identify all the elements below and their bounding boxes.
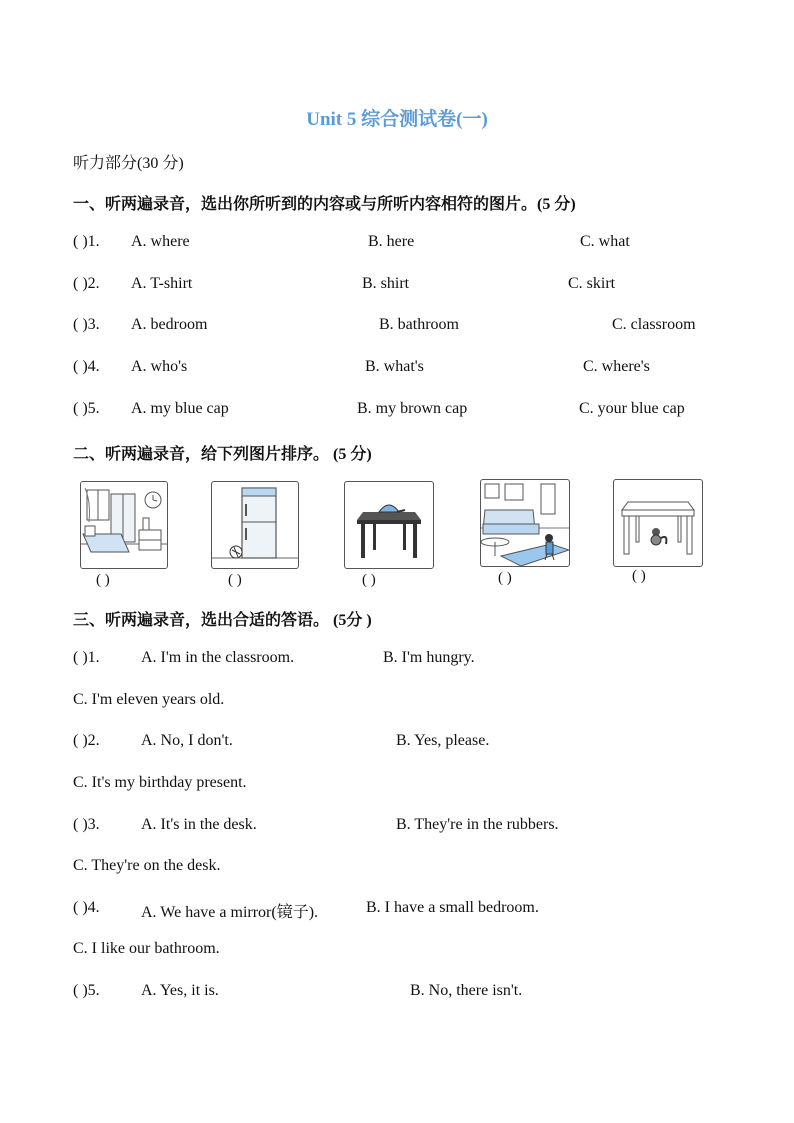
answer-blank[interactable]: ( ) [632,568,646,584]
option-c: C. skirt [568,275,616,292]
option-a: A. Yes, it is. [141,982,219,999]
section3-heading: 三、听两遍录音，选出合适的答语。 (5分 ) [73,612,372,629]
option-a: A. I'm in the classroom. [141,649,295,666]
option-a: A. No, I don't. [141,732,233,749]
page-title: Unit 5 综合测试卷(一) [306,109,488,130]
question-number: ( )4. [73,899,100,916]
option-b: B. No, there isn't. [410,982,523,999]
table-toy-icon [613,479,703,567]
option-a: A. who's [131,358,188,375]
listening-header: 听力部分(30 分) [73,155,184,172]
living-room-icon [480,479,570,567]
option-b: B. what's [365,358,424,375]
option-c: C. classroom [612,316,696,333]
question-number: ( )3. [73,316,100,333]
option-b: B. I'm hungry. [383,649,475,666]
option-a: A. bedroom [131,316,208,333]
section1-heading: 一、听两遍录音，选出你所听到的内容或与所听内容相符的图片。(5 分) [73,196,576,213]
question-number: ( )1. [73,649,100,666]
question-number: ( )1. [73,233,100,250]
answer-blank[interactable]: ( ) [228,572,242,588]
section2-heading: 二、听两遍录音，给下列图片排序。 (5 分) [73,446,372,463]
option-b: B. here [368,233,415,250]
option-b: B. bathroom [379,316,459,333]
question-number: ( )3. [73,816,100,833]
question-number: ( )5. [73,400,100,417]
option-a: A. T-shirt [131,275,193,292]
option-c: C. where's [583,358,650,375]
option-b: B. I have a small bedroom. [366,899,539,916]
option-c: C. They're on the desk. [73,857,221,874]
answer-blank[interactable]: ( ) [96,572,110,588]
fridge-icon [211,481,299,569]
option-b: B. They're in the rubbers. [396,816,559,833]
option-c: C. what [580,233,630,250]
option-b: B. Yes, please. [396,732,490,749]
option-a: A. It's in the desk. [141,816,257,833]
option-c: C. your blue cap [579,400,685,417]
question-number: ( )2. [73,275,100,292]
answer-blank[interactable]: ( ) [362,572,376,588]
bedroom-icon [80,481,168,569]
table-cap-icon [344,481,434,569]
answer-blank[interactable]: ( ) [498,570,512,586]
question-number: ( )2. [73,732,100,749]
option-a: A. We have a mirror(镜子). [141,904,319,921]
question-number: ( )4. [73,358,100,375]
option-a: A. my blue cap [131,400,229,417]
option-b: B. shirt [362,275,410,292]
option-c: C. It's my birthday present. [73,774,247,791]
option-a: A. where [131,233,190,250]
question-number: ( )5. [73,982,100,999]
option-b: B. my brown cap [357,400,468,417]
option-c: C. I like our bathroom. [73,940,220,957]
option-c: C. I'm eleven years old. [73,691,225,708]
